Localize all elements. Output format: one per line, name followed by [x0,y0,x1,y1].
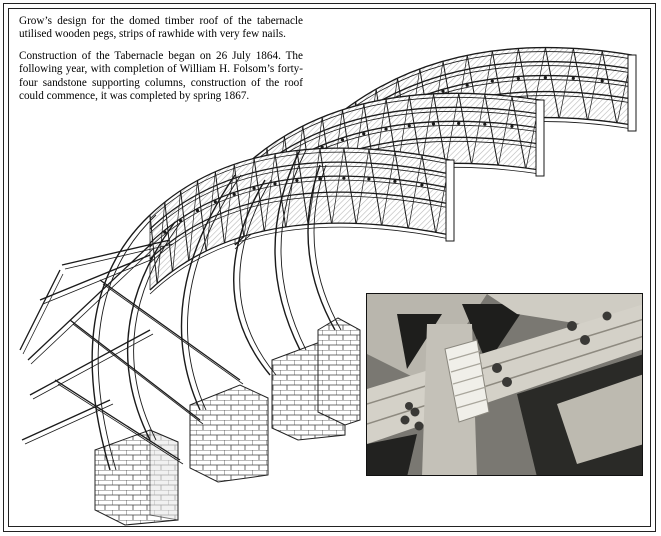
sandstone-pier-group [95,318,360,525]
brace [70,320,200,420]
caption-block [19,15,303,111]
sandstone-pier [318,318,360,425]
joint-photo [366,293,643,476]
caption-paragraph-construction: Construction of the Tabernacle began on 26 July 1864. The following year, with completion of William H. Folsom’s forty-four sandstone supporting columns, construction of the roof could commence, it was completed by spring 1867. [19,49,303,103]
brace [30,330,150,395]
brace [100,280,240,380]
brace [20,270,60,350]
caption-paragraph-design: Grow’s design for the domed timber roof of the tabernacle utilised wooden pegs, strips of rawhide with very few nails. [19,15,303,41]
truss-bay [148,148,454,294]
sandstone-pier [95,430,178,525]
